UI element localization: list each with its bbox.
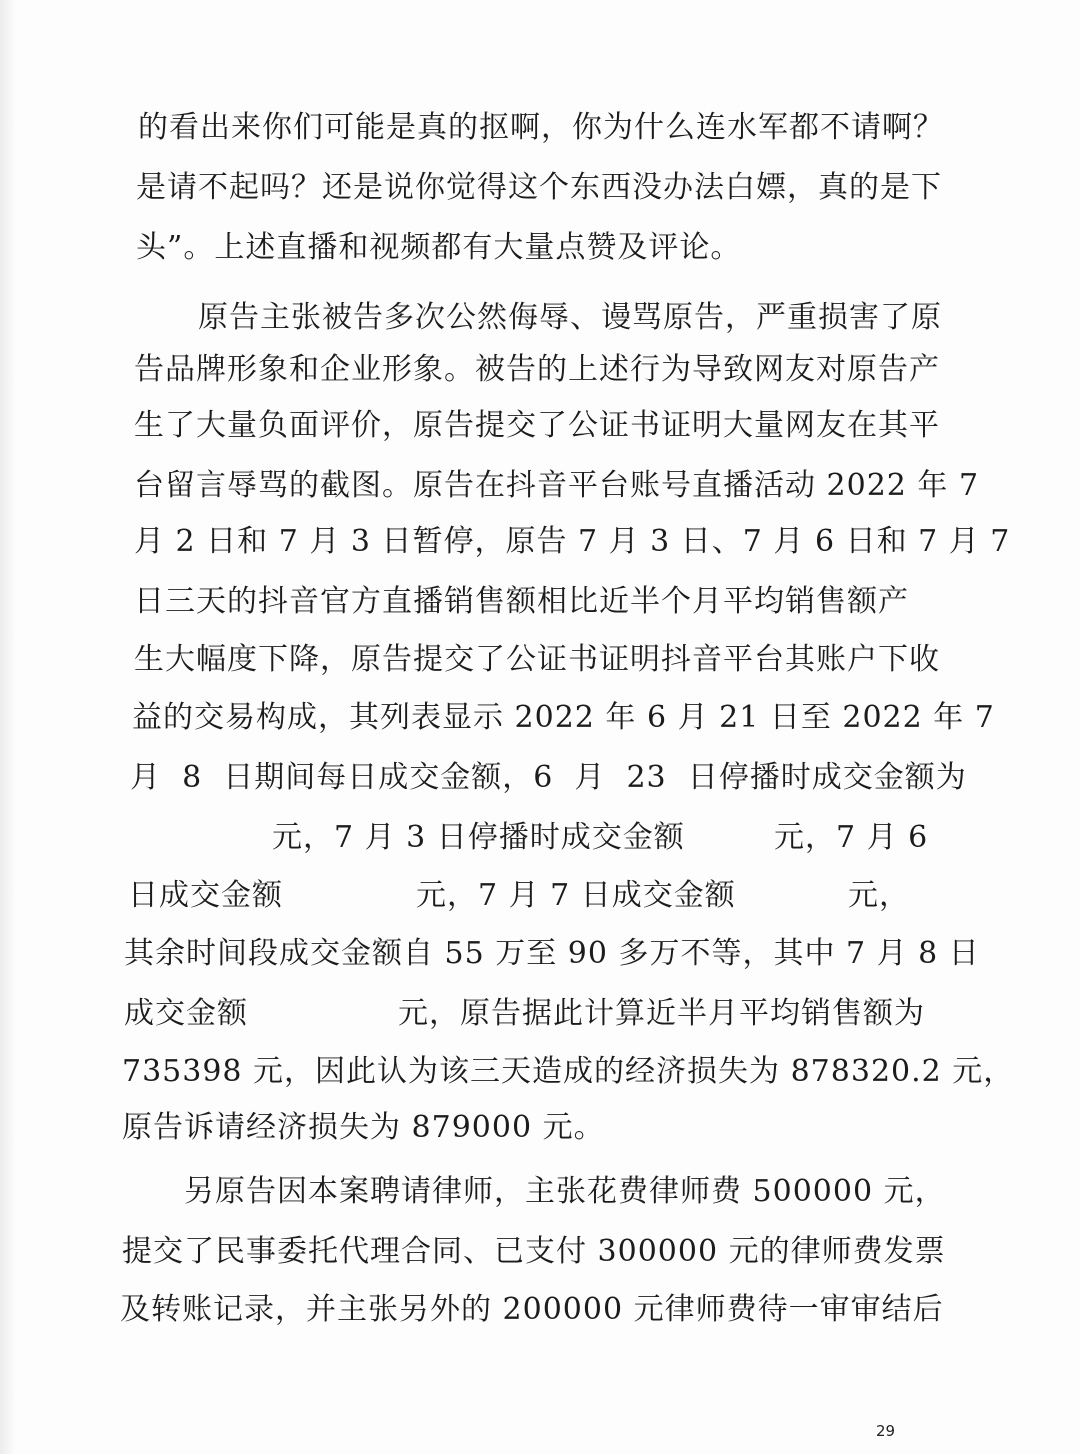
text-line-2: 是请不起吗？还是说你觉得这个东西没办法白嫖，真的是下 bbox=[136, 170, 942, 205]
text-line-17: 735398 元，因此认为该三天造成的经济损失为 878320.2 元， bbox=[122, 1054, 1015, 1089]
text-line-15: 其余时间段成交金额自 55 万至 90 多万不等，其中 7 月 8 日 bbox=[124, 936, 980, 971]
text-line-6: 生了大量负面评价，原告提交了公证书证明大量网友在其平 bbox=[134, 408, 940, 443]
text-line-21: 及转账记录，并主张另外的 200000 元律师费待一审审结后 bbox=[120, 1292, 944, 1327]
text-line-13b: 元，7 月 6 bbox=[774, 820, 929, 855]
text-line-8: 月 2 日和 7 月 3 日暂停，原告 7 月 3 日、7 月 6 日和 7 月 7 bbox=[134, 524, 1011, 559]
text-line-4: 原告主张被告多次公然侮辱、谩骂原告，严重损害了原 bbox=[198, 300, 942, 335]
page-number: 29 bbox=[876, 1422, 896, 1440]
text-line-5: 告品牌形象和企业形象。被告的上述行为导致网友对原告产 bbox=[134, 352, 940, 387]
text-line-19: 另原告因本案聘请律师，主张花费律师费 500000 元， bbox=[184, 1174, 946, 1209]
text-line-14c: 元， bbox=[848, 878, 910, 913]
text-line-20: 提交了民事委托代理合同、已支付 300000 元的律师费发票 bbox=[122, 1234, 946, 1269]
text-line-11: 益的交易构成，其列表显示 2022 年 6 月 21 日至 2022 年 7 bbox=[132, 700, 995, 735]
text-line-7: 台留言辱骂的截图。原告在抖音平台账号直播活动 2022 年 7 bbox=[134, 468, 980, 503]
text-line-14a: 日成交金额 bbox=[128, 878, 283, 913]
text-line-10: 生大幅度下降，原告提交了公证书证明抖音平台其账户下收 bbox=[134, 642, 940, 677]
page-edge-shadow bbox=[0, 0, 14, 1454]
text-line-9: 日三天的抖音官方直播销售额相比近半个月平均销售额产 bbox=[134, 584, 909, 619]
text-line-3: 头”。上述直播和视频都有大量点赞及评论。 bbox=[136, 230, 742, 265]
text-line-18: 原告诉请经济损失为 879000 元。 bbox=[122, 1110, 605, 1145]
text-line-12: 月 8 日期间每日成交金额，6 月 23 日停播时成交金额为 bbox=[130, 760, 967, 795]
text-line-1: 的看出来你们可能是真的抠啊，你为什么连水军都不请啊？ bbox=[138, 110, 944, 145]
text-line-14b: 元，7 月 7 日成交金额 bbox=[416, 878, 736, 913]
text-line-13a: 元，7 月 3 日停播时成交金额 bbox=[272, 820, 685, 855]
text-line-16a: 成交金额 bbox=[124, 996, 248, 1031]
text-line-16b: 元，原告据此计算近半月平均销售额为 bbox=[398, 996, 925, 1031]
